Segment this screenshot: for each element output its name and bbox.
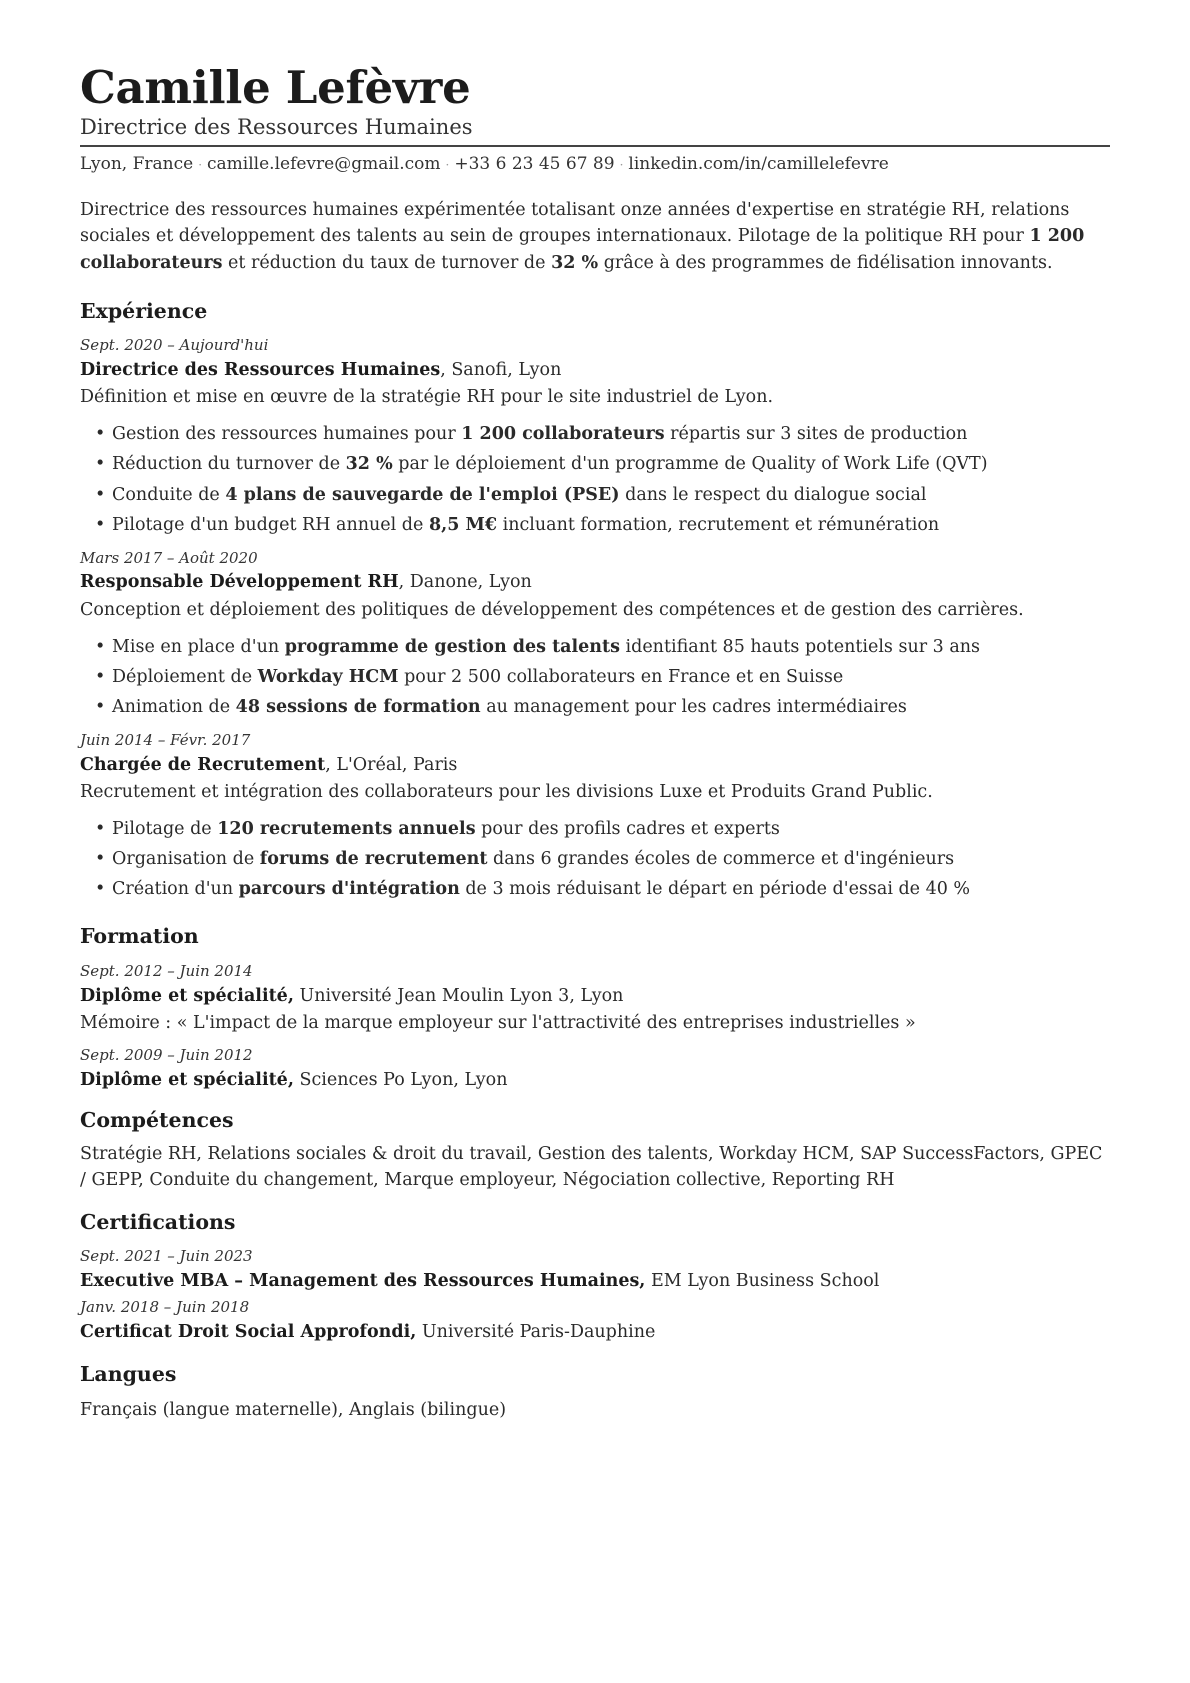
experience-role-line: [80, 357, 1110, 384]
body-text: Réduction du turnover de: [112, 454, 346, 475]
list-item: [80, 692, 1110, 722]
body-text: dans le respect du dialogue social: [619, 484, 927, 505]
emphasis-text: 8,5 M€: [428, 514, 498, 535]
experience-entry: [80, 335, 1110, 539]
experience-bullets: [80, 814, 1110, 904]
education-dates: Sept. 2012 – Juin 2014: [80, 961, 253, 980]
contact-email[interactable]: camille.lefevre@gmail.com: [207, 154, 441, 175]
section-title-certifications: Certifications: [80, 1209, 236, 1234]
emphasis-text: 32 %: [345, 454, 393, 475]
contact-location: Lyon, France: [80, 154, 194, 175]
body-text: Organisation de: [112, 849, 260, 870]
certification-name: Certificat Droit Social Approfondi,: [80, 1322, 417, 1342]
bullet-icon: •: [95, 696, 106, 717]
candidate-title: Directrice des Ressources Humaines: [80, 114, 473, 139]
body-text: dans 6 grandes écoles de commerce et d'ingénieurs: [487, 849, 955, 870]
section-title-education: Formation: [80, 924, 199, 949]
education-dates: Sept. 2009 – Juin 2012: [80, 1045, 253, 1064]
resume-header: [80, 62, 1110, 177]
experience-bullets: [80, 632, 1110, 722]
section-title-experience: Expérience: [80, 298, 208, 323]
section-title-languages: Langues: [80, 1362, 177, 1387]
list-item: [80, 632, 1110, 662]
experience-dates: Mars 2017 – Août 2020: [80, 548, 258, 567]
contact-separator: ·: [445, 158, 450, 173]
experience-dates: Sept. 2020 – Aujourd'hui: [80, 336, 269, 355]
body-text: Pilotage de: [112, 818, 218, 839]
certification-line: [80, 1268, 1110, 1295]
bullet-icon: •: [95, 818, 106, 839]
education-entry: [80, 961, 1110, 1037]
certification-name: Executive MBA – Management des Ressources Humaines,: [80, 1271, 646, 1292]
bullet-icon: •: [95, 666, 106, 687]
education-degree-line: [80, 983, 1110, 1010]
experience-entry: [80, 548, 1110, 722]
experience-company: , Danone, Lyon: [398, 572, 532, 593]
header-divider: [80, 145, 1110, 147]
candidate-name: Camille Lefèvre: [80, 61, 471, 114]
list-item: [80, 662, 1110, 692]
certification-issuer: EM Lyon Business School: [645, 1271, 880, 1292]
body-text: Gestion des ressources humaines pour: [112, 424, 462, 445]
body-text: grâce à des programmes de fidélisation innovants.: [598, 253, 1053, 274]
emphasis-text: 48 sessions de formation: [235, 696, 481, 717]
emphasis-text: 4 plans de sauvegarde de l'emploi (PSE): [225, 484, 620, 505]
body-text: de 3 mois réduisant le départ en période d'essai de 40 %: [459, 879, 971, 900]
education-note: Mémoire : « L'impact de la marque employeur sur l'attractivité des entreprises industrielles »: [80, 1012, 916, 1033]
list-item: [80, 480, 1110, 510]
experience-role: Responsable Développement RH: [80, 572, 399, 593]
education-school: Sciences Po Lyon, Lyon: [293, 1069, 508, 1090]
contact-separator: ·: [619, 158, 624, 173]
contact-linkedin[interactable]: linkedin.com/in/camillelefevre: [628, 154, 889, 175]
education-degree: Diplôme et spécialité,: [80, 985, 294, 1006]
body-text: incluant formation, recrutement et rémunération: [497, 514, 940, 535]
experience-description: Recrutement et intégration des collaborateurs pour les divisions Luxe et Produits Grand Public.: [80, 781, 933, 802]
emphasis-text: 1 200 collaborateurs: [80, 226, 1085, 274]
experience-role: Directrice des Ressources Humaines: [80, 360, 441, 381]
list-item: [80, 814, 1110, 844]
experience-description: Conception et déploiement des politiques de développement des compétences et de gestion des carrières.: [80, 599, 1024, 620]
emphasis-text: parcours d'intégration: [238, 879, 460, 900]
bullet-icon: •: [95, 849, 106, 870]
certification-entry: [80, 1297, 1110, 1346]
list-item: [80, 449, 1110, 479]
contact-separator: ·: [198, 158, 203, 173]
body-text: au management pour les cadres intermédiaires: [480, 696, 907, 717]
body-text: Mise en place d'un: [112, 636, 285, 657]
list-item: [80, 510, 1110, 540]
experience-dates: Juin 2014 – Févr. 2017: [80, 730, 251, 749]
body-text: Pilotage d'un budget RH annuel de: [112, 514, 429, 535]
list-item: [80, 874, 1110, 904]
body-text: Directrice des ressources humaines expérimentée totalisant onze années d'expertise en stratégie RH, relations sociales et développement des talents au sein de groupes internationaux. Pilotage de la politique RH pour: [80, 199, 1070, 247]
experience-entry: [80, 730, 1110, 904]
body-text: et réduction du taux de turnover de: [222, 253, 552, 274]
contact-phone[interactable]: +33 6 23 45 67 89: [454, 154, 615, 175]
bullet-icon: •: [95, 514, 106, 535]
list-item: [80, 844, 1110, 874]
bullet-icon: •: [95, 484, 106, 505]
body-text: pour 2 500 collaborateurs en France et en Suisse: [398, 666, 844, 687]
emphasis-text: 120 recrutements annuels: [217, 818, 476, 839]
certification-issuer: Université Paris-Dauphine: [416, 1322, 656, 1342]
experience-bullets: [80, 419, 1110, 539]
bullet-icon: •: [95, 454, 106, 475]
emphasis-text: Workday HCM: [257, 666, 399, 687]
education-school: Université Jean Moulin Lyon 3, Lyon: [293, 985, 624, 1006]
emphasis-text: forums de recrutement: [259, 849, 488, 870]
body-text: par le déploiement d'un programme de Quality of Work Life (QVT): [392, 454, 988, 475]
contact-line: [80, 153, 1110, 177]
emphasis-text: programme de gestion des talents: [284, 636, 620, 657]
list-item: [80, 419, 1110, 449]
languages-list: Français (langue maternelle), Anglais (bilingue): [80, 1399, 507, 1420]
body-text: pour des profils cadres et experts: [475, 818, 780, 839]
body-text: identifiant 85 hauts potentiels sur 3 ans: [619, 636, 981, 657]
profile-summary: [80, 197, 1110, 277]
experience-role: Chargée de Recrutement: [80, 754, 326, 775]
section-title-skills: Compétences: [80, 1107, 234, 1132]
certification-entry: [80, 1246, 1110, 1295]
certification-line: [80, 1319, 1110, 1346]
bullet-icon: •: [95, 636, 106, 657]
emphasis-text: 32 %: [551, 253, 599, 274]
certification-dates: Sept. 2021 – Juin 2023: [80, 1247, 253, 1266]
experience-description: Définition et mise en œuvre de la stratégie RH pour le site industriel de Lyon.: [80, 387, 774, 408]
body-text: Conduite de: [112, 484, 226, 505]
bullet-icon: •: [95, 879, 106, 900]
certification-dates: Janv. 2018 – Juin 2018: [80, 1298, 250, 1317]
skills-list: Stratégie RH, Relations sociales & droit du travail, Gestion des talents, Workday HCM, SAP SuccessFactors, GPEC / GEPP, Conduite du changement, Marque employeur, Négociation collective, Reporting RH: [80, 1143, 1103, 1191]
bullet-icon: •: [95, 424, 106, 445]
body-text: Création d'un: [112, 879, 239, 900]
body-text: Déploiement de: [112, 666, 258, 687]
experience-role-line: [80, 752, 1110, 779]
body-text: Animation de: [112, 696, 236, 717]
education-degree-line: [80, 1067, 1110, 1094]
emphasis-text: 1 200 collaborateurs: [461, 424, 665, 445]
education-degree: Diplôme et spécialité,: [80, 1069, 294, 1090]
body-text: répartis sur 3 sites de production: [664, 424, 968, 445]
experience-role-line: [80, 569, 1110, 596]
experience-company: , Sanofi, Lyon: [440, 360, 562, 381]
experience-company: , L'Oréal, Paris: [325, 754, 458, 775]
education-entry: [80, 1045, 1110, 1094]
